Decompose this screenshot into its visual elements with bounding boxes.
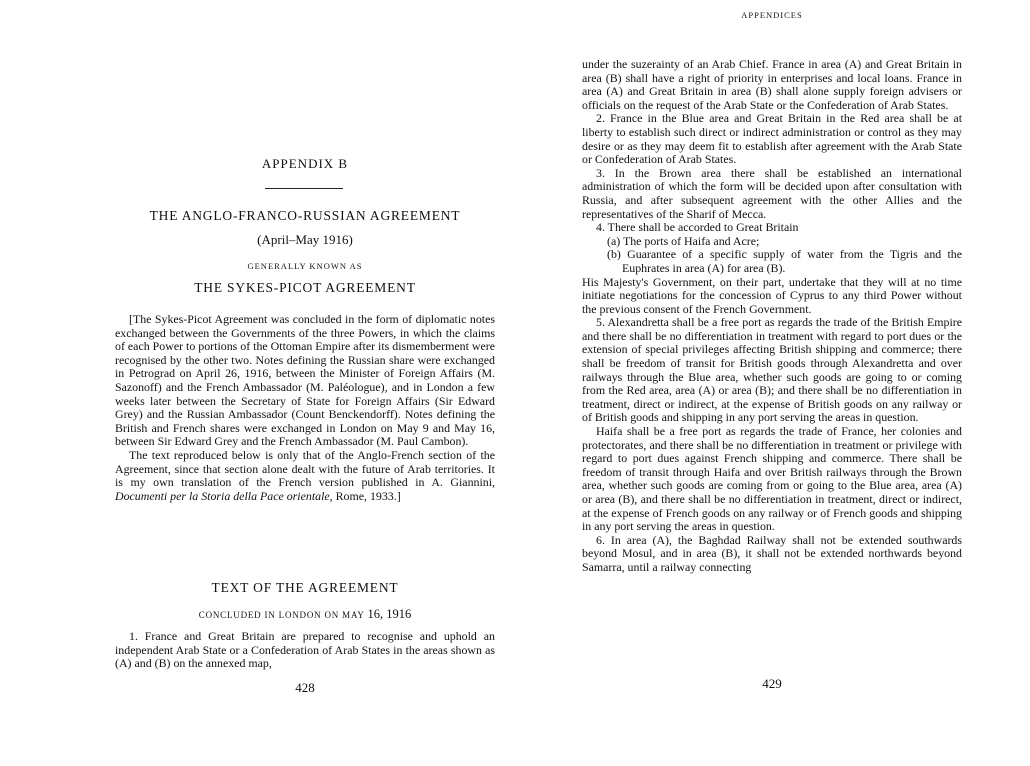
source-title: Documenti per la Storia della Pace orientale — [115, 488, 330, 503]
clause-1-continued: under the suzerainty of an Arab Chief. France in area (A) and Great Britain in area (B) shall have a right of priority in enterprises and local loans. France in area (A) and Great Britain in area (B) shall alone supply foreign advisers or officials on the request of the Arab State or the Confederation of Arab States. — [582, 57, 962, 112]
clause-5: 5. Alexandretta shall be a free port as regards the trade of the British Empire and there shall be no differentiation in treatment with regard to port dues or the extension of special privileges affecting British shipping and commerce; there shall be freedom of transit for British goods through Alexandretta and over railways through the Blue area, whether such goods are going to or coming from the Red area, area (A) or area (B); and there shall be no differentiation in treatment, direct or indirect, at the expense of British goods on any railway or of British goods and shipping in any port serving the areas in question. — [582, 315, 962, 425]
clause-4-tail: His Majesty's Government, on their part, undertake that they will at no time initiate negotiations for the concession of Cyprus to any third Power without the previous consent of the French Government. — [582, 274, 962, 316]
right-page — [582, 0, 962, 766]
page-number-right: 429 — [762, 676, 782, 691]
intro-text — [115, 313, 495, 503]
clause-4: 4. There shall be accorded to Great Britain — [596, 220, 799, 235]
clause-5-haifa: Haifa shall be a free port as regards the trade of France, her colonies and protectorates, and there shall be no differentiation in treatment or privilege with regard to port dues against French shipping and commerce. There shall be freedom of transit through Haifa and over British railways through the Brown area, whether such goods are coming from or going to the Blue area, area (A) or area (B), and there shall be no differentiation in treatment, direct or indirect, at the expense of French goods on any railway or of French goods and shipping in any port serving the areas in question. — [582, 424, 962, 534]
title-rule — [265, 188, 343, 189]
clause-4-b: (b) Guarantee of a specific supply of water from the Tigris and the Euphrates in area (A) for area (B). — [607, 247, 962, 275]
intro-paragraph-2 — [115, 449, 495, 503]
right-page-body — [582, 58, 962, 575]
clause-6: 6. In area (A), the Baghdad Railway shall not be extended southwards beyond Mosul, and in area (B), it shall not be extended northwards beyond Samarra, until a railway connecting — [582, 532, 962, 574]
running-head: APPENDICES — [741, 10, 803, 20]
appendix-label: APPENDIX B — [261, 156, 349, 171]
known-as-label: GENERALLY KNOWN AS — [247, 261, 363, 271]
section-title: TEXT OF THE AGREEMENT — [211, 580, 399, 595]
agreement-subtitle: THE SYKES-PICOT AGREEMENT — [194, 280, 416, 295]
clause-3: 3. In the Brown area there shall be established an international administration of which the form will be decided upon after consultation with Russia, and after subsequent agreement with the other Allies and the representatives of the Sharif of Mecca. — [582, 165, 962, 221]
intro-paragraph-1: [The Sykes-Picot Agreement was concluded in the form of diplomatic notes exchanged between the Governments of the three Powers, in which the claims of each Power to portions of the Ottoman Empire after its dismemberment were recognised by the other two. Notes defining the Russian share were exchanged in Petrograd on April 26, 1916, between the Minister of Foreign Affairs (M. Sazonoff) and the French Ambassador (M. Paléologue), and in London a few weeks later between the Secretary of State for Foreign Affairs (Sir Edward Grey) and the Russian Ambassador (Count Benckendorff). Notes defining the British and French shares were exchanged in London on May 9 and May 16, between Sir Edward Grey and the French Ambassador (M. Paul Cambon). — [115, 312, 495, 449]
date-range: (April–May 1916) — [257, 232, 353, 247]
concluded-date: 16, 1916 — [367, 607, 412, 621]
clause-2: 2. France in the Blue area and Great Britain in the Red area shall be at liberty to establish such direct or indirect administration or control as they may desire or as they may deem fit to establish after agreement with the Arab State or Confederation of Arab States. — [582, 111, 962, 167]
concluded-text: CONCLUDED IN LONDON ON MAY — [198, 610, 365, 620]
intro-paragraph-2-after: , Rome, 1933.] — [329, 488, 401, 503]
agreement-title: THE ANGLO-FRANCO-RUSSIAN AGREEMENT — [149, 208, 461, 223]
left-page — [115, 0, 495, 766]
concluded-line — [115, 607, 495, 622]
clause-4-a: (a) The ports of Haifa and Acre; — [607, 233, 760, 248]
clause-1-text — [115, 630, 495, 671]
clause-1: 1. France and Great Britain are prepared to recognise and uphold an independent Arab State or a Confederation of Arab States in the areas shown as (A) and (B) on the annexed map, — [115, 629, 495, 671]
intro-paragraph-2-before: The text reproduced below is only that of the Anglo-French section of the Agreement, since that section alone dealt with the future of Arab territories. It is my own translation of the French version published in A. Giannini, — [115, 447, 495, 490]
page-number-left: 428 — [295, 680, 315, 695]
